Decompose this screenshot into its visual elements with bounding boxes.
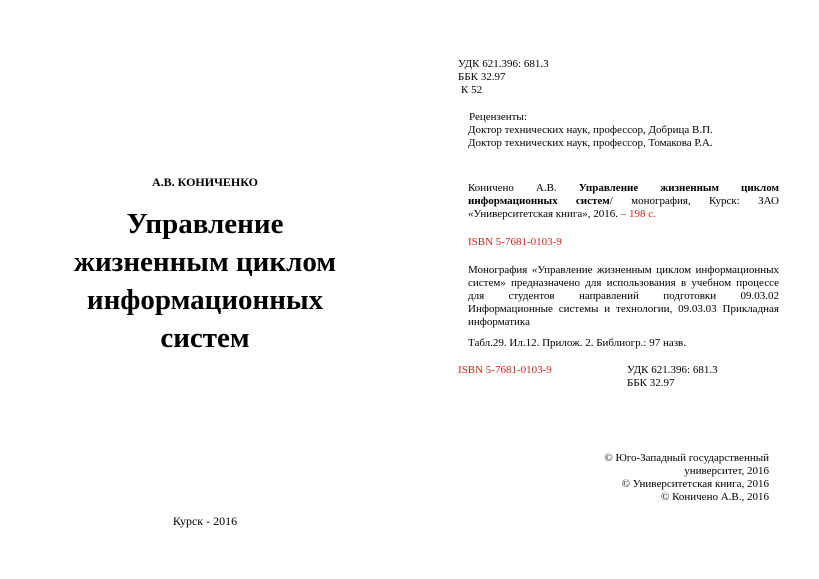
isbn-bottom: ISBN 5-7681-0103-9 xyxy=(458,364,552,376)
book-statistics: Табл.29. Ил.12. Прилож. 2. Библиогр.: 97 назв. xyxy=(468,337,686,349)
bbk-code-bottom: ББК 32.97 xyxy=(627,377,675,389)
imprint-page-right xyxy=(410,0,819,579)
copyright-block xyxy=(604,452,769,504)
bbk-code: ББК 32.97 xyxy=(458,71,506,83)
reviewers-label: Рецензенты: xyxy=(469,111,527,123)
book-title xyxy=(0,205,410,357)
bibliographic-citation xyxy=(468,182,779,221)
book-title-line: Управление xyxy=(126,208,284,240)
classification-block xyxy=(458,58,549,97)
reviewers-block xyxy=(468,111,713,150)
citation-details: / монография, Курск: ЗАО «Университетская книга», 2016. xyxy=(468,195,779,220)
publication-place-year: Курск - 2016 xyxy=(172,514,238,528)
citation-author: Коничено А.В. xyxy=(468,182,557,194)
reviewer-line: Доктор технических наук, профессор, Томакова Р.А. xyxy=(468,137,713,149)
author-index-code: К 52 xyxy=(461,84,483,96)
copyright-line: © Коничено А.В., 2016 xyxy=(660,491,769,503)
annotation: Монография «Управление жизненным циклом информационных систем» предназначено для использования в учебном процессе для студентов направлений подготовки 09.03.02 Информационные системы и технологии, 09.03.03 Прикладная информатика xyxy=(468,264,779,328)
citation-pages: – 198 с. xyxy=(620,208,656,220)
udc-code-bottom: УДК 621.396: 681.3 xyxy=(627,364,718,376)
reviewer-line: Доктор технических наук, профессор, Добрица В.П. xyxy=(468,124,713,136)
copyright-line: © Университетская книга, 2016 xyxy=(621,478,769,490)
book-title-line: информационных xyxy=(86,284,324,316)
citation-title: Управление жизненным циклом информационных систем xyxy=(468,182,779,207)
isbn: ISBN 5-7681-0103-9 xyxy=(468,236,562,248)
book-title-line: систем xyxy=(160,322,250,354)
book-title-line: жизненным циклом xyxy=(73,246,337,278)
copyright-line: © Юго-Западный государственный xyxy=(604,452,769,464)
udc-code: УДК 621.396: 681.3 xyxy=(458,58,549,70)
classification-bottom xyxy=(627,364,718,390)
author-name: А.В. КОНИЧЕНКО xyxy=(152,175,258,189)
copyright-line: университет, 2016 xyxy=(684,465,769,477)
